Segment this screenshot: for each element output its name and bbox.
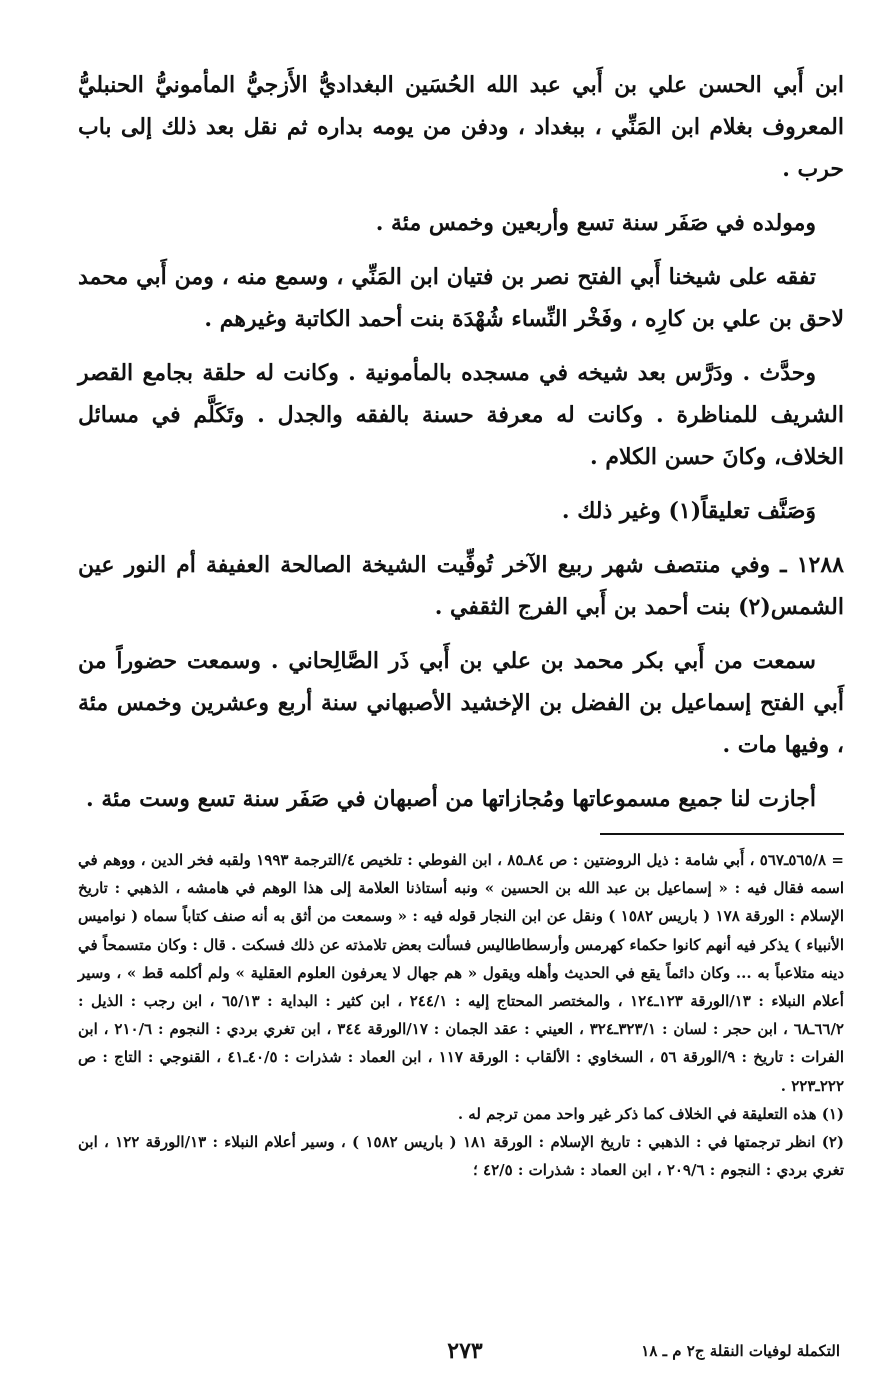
- footnotes: [78, 846, 844, 1184]
- paragraph-works: وَصَنَّف تعليقاً(١) وغير ذلك .: [561, 498, 816, 524]
- footnote-1: (١) هذه التعليقة في الخلاف كما ذكر غير واحد ممن ترجم له .: [457, 1104, 844, 1123]
- main-text: [78, 64, 844, 832]
- paragraph-birth: ومولده في صَفَر سنة تسع وأربعين وخمس مئة .: [375, 210, 816, 236]
- paragraph-teaching: وحدَّث . ودَرَّس بعد شيخه في مسجده بالمأمونية . وكانت له حلقة بجامع القصر الشريف للمناظرة . وكانت له معرفة حسنة بالفقه والجدل . وتَكَلَّم في مسائل الخلاف، وكانَ حسن الكلام .: [78, 360, 844, 470]
- paragraph-license: أجازت لنا جميع مسموعاتها ومُجازاتها من أصبهان في صَفَر سنة تسع وست مئة .: [86, 786, 816, 812]
- paragraph-teachers: تفقه على شيخنا أَبي الفتح نصر بن فتيان ابن المَنِّي ، وسمع منه ، ومن أَبي محمد لاحق بن علي بن كارِه ، وفَخْر النِّساء شُهْدَة بنت أحمد الكاتبة وغيرهم .: [78, 264, 844, 332]
- paragraph-hearing: سمعت من أَبي بكر محمد بن علي بن أَبي ذَر الصَّالِحاني . وسمعت حضوراً من أَبي الفتح إسماعيل بن الفضل بن الإخشيد الأصبهاني سنة أربع وعشرين وخمس مئة ، وفيها مات .: [78, 648, 844, 758]
- paragraph-biography-opening: ابن أَبي الحسن علي بن أَبي عبد الله الحُسَين البغداديُّ الأَزجيُّ المأمونيُّ الحنبليُّ المعروف بغلام ابن المَنِّي ، ببغداد ، ودفن من يومه بداره ثم نقل بعد ذلك إلى باب حرب .: [78, 72, 844, 182]
- book-signature: التكملة لوفيات النقلة ج٢ م ـ ١٨: [641, 1342, 840, 1360]
- footnote-divider: [600, 833, 844, 835]
- footnote-2: (٢) انظر ترجمتها في : الذهبي : تاريخ الإسلام : الورقة ١٨١ ( باريس ١٥٨٢ ) ، وسير أعلام النبلاء : ١٣/الورقة ١٢٢ ، ابن تغري بردي : النجوم : ٢٠٩/٦ ، ابن العماد : شذرات : ٤٢/٥ ؛: [78, 1133, 845, 1180]
- footnote-continuation: = ٥٦٥/٨ـ٥٦٧ ، أَبي شامة : ذيل الروضتين : ص ٨٤ـ٨٥ ، ابن الفوطي : تلخيص ٤/الترجمة ١٩٩٣ ولقبه فخر الدين ، ووهم في اسمه فقال فيه : « إسماعيل بن عبد الله بن الحسين » ونبه أستاذنا العلامة إلى هذا الوهم في هامشه ، الذهبي : تاريخ الإسلام : الورقة ١٧٨ ( باريس ١٥٨٢ ) ونقل عن ابن النجار قوله فيه : « وسمعت من أثق به أنه صنف كتاباً سماه ( نواميس الأنبياء ) يذكر فيه أنهم كانوا حكماء كهرمس وأرسطاطاليس فسألت بعض تلامذته عن ذلك فسكت . قال : وكان متسمحاً في دينه متلاعباً به ... وكان دائماً يقع في الحديث وأهله ويقول « هم جهال لا يعرفون العلوم العقلية » ولم أكلمه قط » ، وسير أعلام النبلاء : ١٣/الورقة ١٢٣ـ١٢٤ ، والمختصر المحتاج إليه : ٢٤٤/١ ، ابن كثير : البداية : ٦٥/١٣ ، ابن رجب : الذيل : ٦٦/٢ـ٦٨ ، ابن حجر : لسان : ٣٢٣/١ـ٣٢٤ ، العيني : عقد الجمان : ١٧/الورقة ٣٤٤ ، ابن تغري بردي : النجوم : ٢١٠/٦ ، ابن الفرات : تاريخ : ٩/الورقة ٥٦ ، السخاوي : الألقاب : الورقة ١١٧ ، ابن العماد : شذرات : ٤٠/٥ـ٤١ ، القنوجي : التاج : ص ٢٢٢ـ٢٢٣ .: [78, 851, 845, 1095]
- page-footer: [40, 1338, 840, 1374]
- paragraph-entry-1288: ١٢٨٨ ـ وفي منتصف شهر ربيع الآخر تُوفِّيت الشيخة الصالحة العفيفة أم النور عين الشمس(٢) بنت أحمد بن أَبي الفرج الثقفي .: [78, 552, 844, 620]
- page-number: ٢٧٣: [447, 1338, 483, 1364]
